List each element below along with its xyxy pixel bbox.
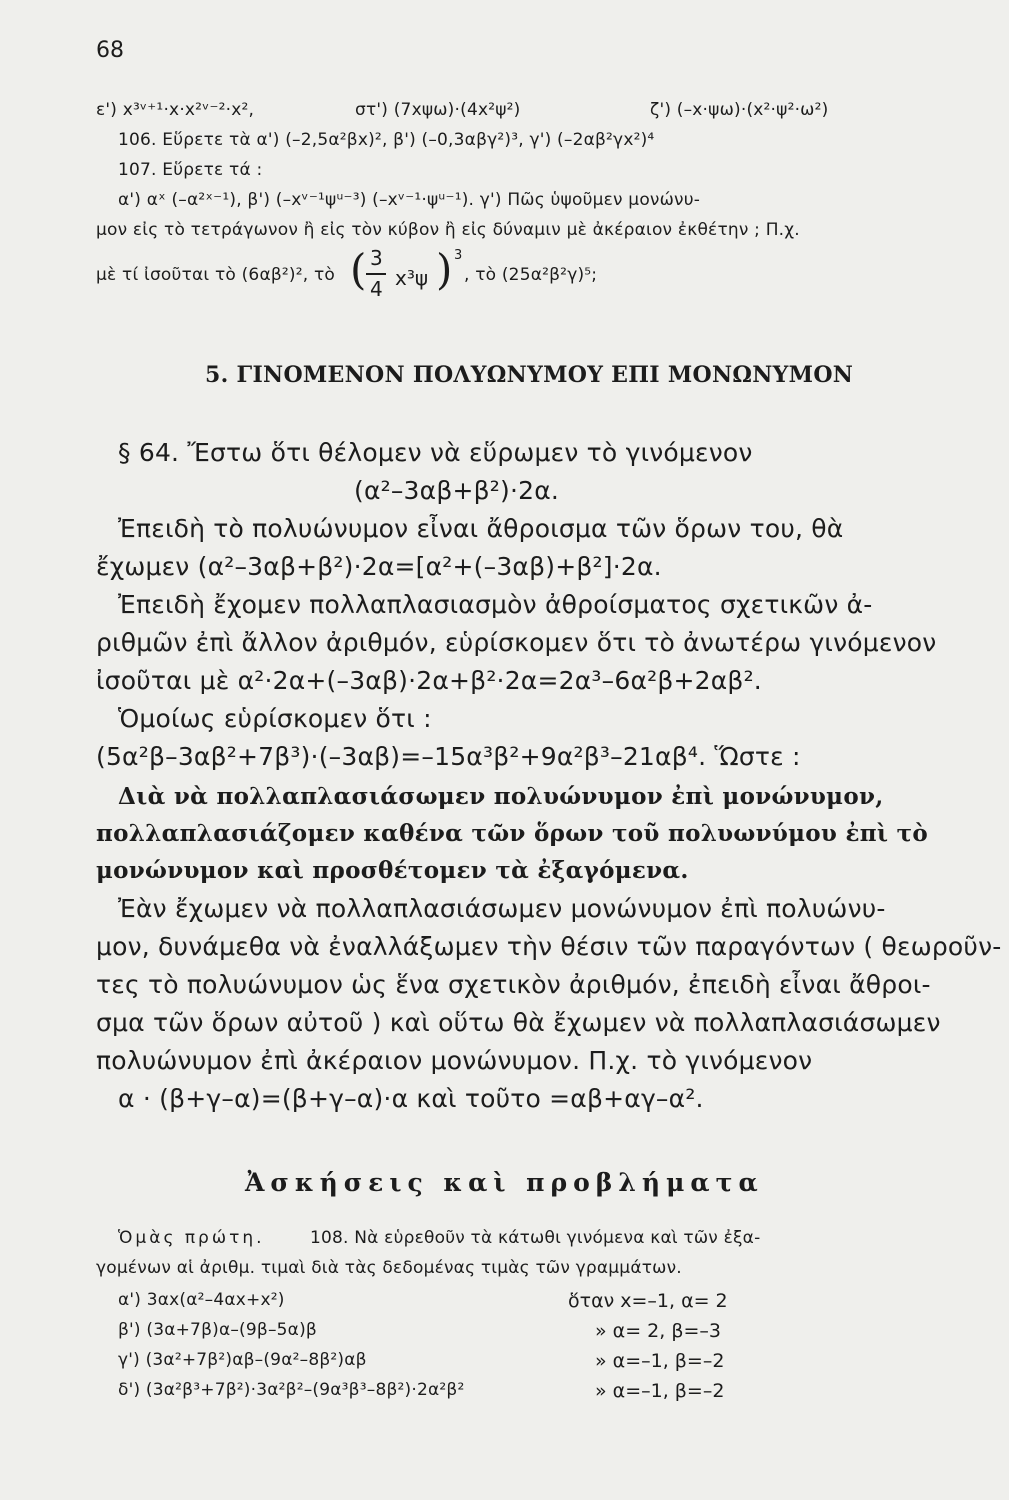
exercise-st: στ') (7xψω)·(4x²ψ²) bbox=[355, 100, 521, 120]
fraction-bar bbox=[366, 273, 386, 275]
formula-2: (5α²β–3αβ²+7β³)·(–3αβ)=–15α³β²+9α²β³–21αβ⁴. Ὥστε : bbox=[96, 742, 801, 771]
exercise-107-title: 107. Εὕρετε τά : bbox=[118, 160, 263, 180]
exercise-item-expr: δ') (3α²β³+7β²)·3α²β²–(9α³β³–8β²)·2α²β² bbox=[118, 1380, 465, 1400]
page-number: 68 bbox=[96, 38, 124, 63]
text-line: Ἐὰν ἔχωμεν νὰ πολλαπλασιάσωμεν μονώνυμον ἐπὶ πολυώνυ- bbox=[118, 894, 886, 923]
exercise-item-cond: » α= 2, β=–3 bbox=[595, 1320, 721, 1342]
exercises-title: Ἀσκήσεις καὶ προβλήματα bbox=[245, 1168, 764, 1197]
section-title: 5. ΓΙΝΟΜΕΝΟΝ ΠΟΛΥΩΝΥΜΟΥ ΕΠΙ ΜΟΝΩΝΥΜΟΝ bbox=[205, 362, 854, 388]
exercise-e: ε') x³ᵛ⁺¹·x·x²ᵛ⁻²·x², bbox=[96, 100, 255, 120]
exercise-item-expr: β') (3α+7β)α–(9β–5α)β bbox=[118, 1320, 317, 1340]
text-line: Ὁμοίως εὑρίσκομεν ὅτι : bbox=[118, 704, 432, 733]
fraction-exponent: 3 bbox=[454, 248, 463, 263]
rule-line-2: πολλαπλασιάζομεν καθένα τῶν ὅρων τοῦ πολυωνύμου ἐπὶ τὸ bbox=[96, 820, 929, 847]
exercise-106: 106. Εὕρετε τὰ α') (–2,5α²βx)², β') (–0,3αβγ²)³, γ') (–2αβ²γx²)⁴ bbox=[118, 130, 655, 150]
fraction-variable: x³ψ bbox=[395, 266, 429, 290]
text-line: ριθμῶν ἐπὶ ἄλλον ἀριθμόν, εὑρίσκομεν ὅτι τὸ ἀνωτέρω γινόμενον bbox=[96, 628, 937, 657]
exercise-107-line3: μὲ τί ἰσοῦται τὸ (6αβ²)², τὸ bbox=[96, 265, 336, 285]
text-line: τες τὸ πολυώνυμον ὡς ἕνα σχετικὸν ἀριθμόν, ἐπειδὴ εἶναι ἄθροι- bbox=[96, 970, 931, 999]
fraction-open-paren: ( bbox=[350, 245, 367, 294]
group-label: Ὁμὰς πρώτη. bbox=[118, 1228, 265, 1248]
text-line: σμα τῶν ὅρων αὐτοῦ ) καὶ οὕτω θὰ ἔχωμεν νὰ πολλαπλασιάσωμεν bbox=[96, 1008, 941, 1037]
exercise-107-line1: α') αˣ (–α²ˣ⁻¹), β') (–xᵛ⁻¹ψᵘ⁻³) (–xᵛ⁻¹·ψᵘ⁻¹). γ') Πῶς ὑψοῦμεν μονώνυ- bbox=[118, 190, 701, 210]
exercise-item-cond: » α=–1, β=–2 bbox=[595, 1350, 725, 1372]
exercise-item-cond: ὅταν x=–1, α= 2 bbox=[568, 1290, 728, 1312]
fraction-denominator: 4 bbox=[370, 277, 383, 301]
rule-line-1: Διὰ νὰ πολλαπλασιάσωμεν πολυώνυμον ἐπὶ μονώνυμον, bbox=[118, 783, 884, 810]
exercise-107-line3b: , τὸ (25α²β²γ)⁵; bbox=[464, 265, 598, 285]
text-line: Ἐπειδὴ ἔχομεν πολλαπλασιασμὸν ἀθροίσματος σχετικῶν ἀ- bbox=[118, 590, 873, 619]
exercise-107-line2: μον εἰς τὸ τετράγωνον ἢ εἰς τὸν κύβον ἢ εἰς δύναμιν μὲ ἀκέραιον ἐκθέτην ; Π.χ. bbox=[96, 220, 800, 240]
fraction-numerator: 3 bbox=[370, 246, 383, 270]
fraction-close-paren: ) bbox=[436, 245, 453, 294]
paragraph-64: § 64. Ἔστω ὅτι θέλομεν νὰ εὕρωμεν τὸ γινόμενον bbox=[118, 438, 753, 467]
text-line: πολυώνυμον ἐπὶ ἀκέραιον μονώνυμον. Π.χ. τὸ γινόμενον bbox=[96, 1046, 813, 1075]
text-line: Ἐπειδὴ τὸ πολυώνυμον εἶναι ἄθροισμα τῶν ὅρων του, θὰ bbox=[118, 514, 844, 543]
exercise-item-expr: α') 3αx(α²–4αx+x²) bbox=[118, 1290, 285, 1310]
exercise-108-line1: 108. Νὰ εὑρεθοῦν τὰ κάτωθι γινόμενα καὶ τῶν ἐξα- bbox=[310, 1228, 761, 1248]
exercise-item-cond: » α=–1, β=–2 bbox=[595, 1380, 725, 1402]
exercise-item-expr: γ') (3α²+7β²)αβ–(9α²–8β²)αβ bbox=[118, 1350, 367, 1370]
exercise-108-line2: γομένων αἱ ἀριθμ. τιμαὶ διὰ τὰς δεδομένας τιμὰς τῶν γραμμάτων. bbox=[96, 1258, 682, 1278]
text-line: ἔχωμεν (α²–3αβ+β²)·2α=[α²+(–3αβ)+β²]·2α. bbox=[96, 552, 662, 581]
exercise-z: ζ') (–x·ψω)·(x²·ψ²·ω²) bbox=[650, 100, 829, 120]
formula-3: α · (β+γ–α)=(β+γ–α)·α καὶ τοῦτο =αβ+αγ–α². bbox=[118, 1084, 704, 1113]
formula-1: (α²–3αβ+β²)·2α. bbox=[354, 476, 560, 505]
text-line: ἰσοῦται μὲ α²·2α+(–3αβ)·2α+β²·2α=2α³–6α²β+2αβ². bbox=[96, 666, 762, 695]
rule-line-3: μονώνυμον καὶ προσθέτομεν τὰ ἐξαγόμενα. bbox=[96, 857, 689, 884]
text-line: μον, δυνάμεθα νὰ ἐναλλάξωμεν τὴν θέσιν τῶν παραγόντων ( θεωροῦν- bbox=[96, 932, 1002, 961]
